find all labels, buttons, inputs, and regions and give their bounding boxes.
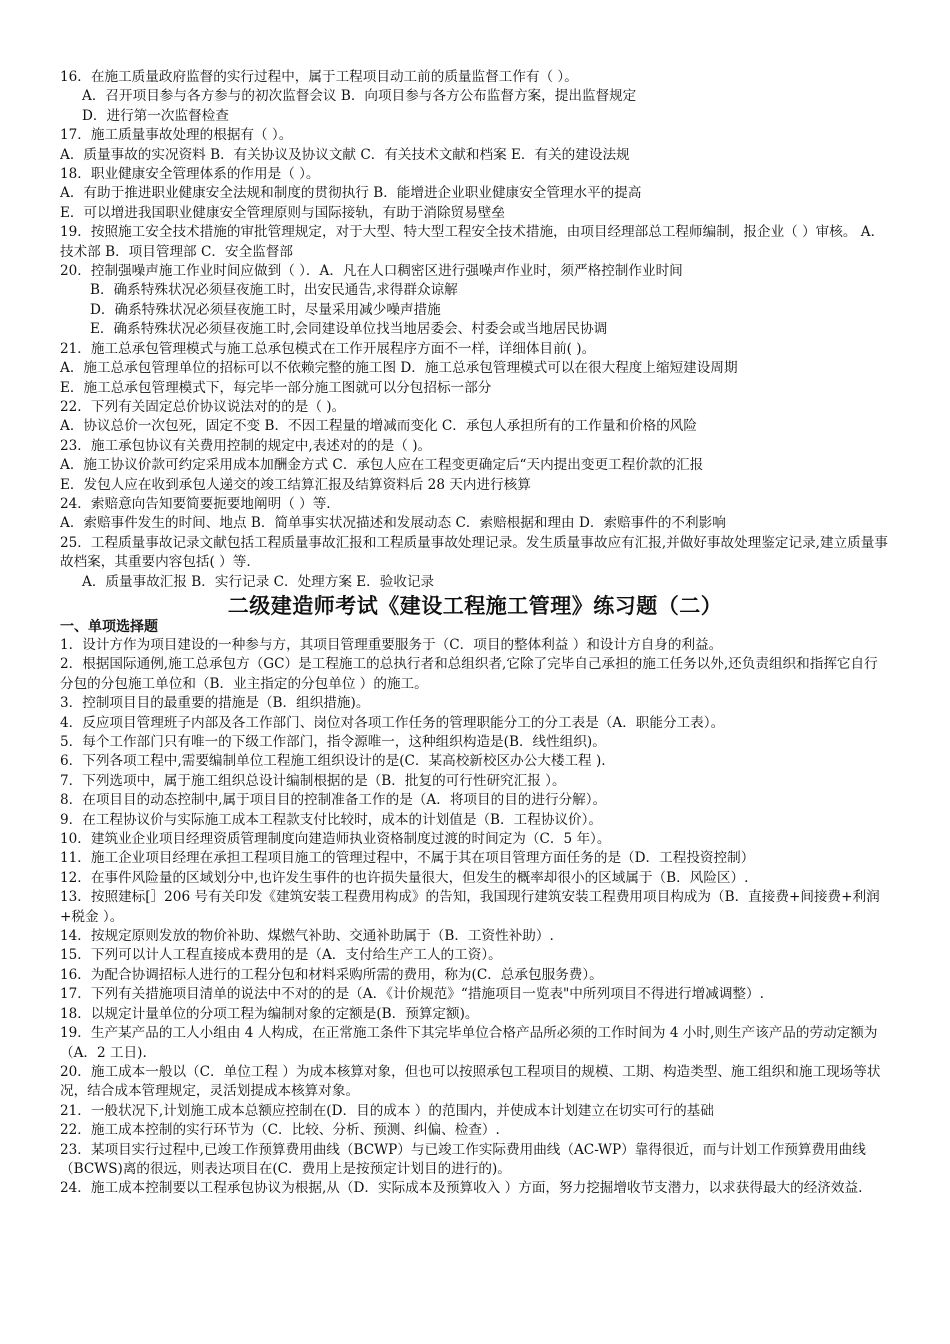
question-line: 9．在工程协议价与实际施工成本工程款支付比较时，成本的计划值是（B．工程协议价）。 [60, 811, 602, 828]
question-line: E．施工总承包管理模式下，每完毕一部分施工图就可以分包招标一部分 [60, 379, 492, 396]
question-line: D．进行第一次监督检查 [82, 107, 229, 124]
practice-questions-part-one [60, 68, 890, 592]
question-line: 15．下列可以计人工程直接成本费用的是（A．支付给生产工人的工资）。 [60, 947, 502, 964]
question-line: 21．施工总承包管理模式与施工总承包模式在工作开展程序方面不一样，详细体目前( )。 [60, 340, 596, 357]
question-line: 6．下列各项工程中,需要编制单位工程施工组织设计的是(C．某高校新校区办公大楼工程 ). [60, 753, 606, 770]
question-line: 18．以规定计量单位的分项工程为编制对象的定额是(B．预算定额)。 [60, 1005, 479, 1022]
question-line: 23．施工承包协议有关费用控制的规定中,表述对的的是（ )。 [60, 437, 432, 454]
question-line: A．协议总价一次包死，固定不变 B．不因工程量的增减而变化 C．承包人承担所有的工作量和价格的风险 [60, 418, 697, 435]
question-line: 12．在事件风险量的区域划分中,也许发生事件的也许损失量很大，但发生的概率却很小的区域属于（B．风险区）. [60, 869, 749, 886]
question-line: E．可以增进我国职业健康安全管理原则与国际接轨，有助于消除贸易壁垒 [60, 204, 505, 221]
question-line: 22．下列有关固定总价协议说法对的的是（ )。 [60, 398, 346, 415]
question-line: 23．某项目实行过程中,已竣工作预算费用曲线（BCWP）与已竣工作实际费用曲线（AC-WP）靠得很近，而与计划工作预算费用曲线（BCWS)离的很远，则表达项目在(C．费用上是按预定计划目的进行的)。 [60, 1141, 866, 1177]
question-line: 25．工程质量事故记录文献包括工程质量事故汇报和工程质量事故处理记录。发生质量事故应有汇报,并做好事故处理鉴定记录,建立质量事故档案，其重要内容包括( ）等. [60, 534, 888, 571]
question-line: A．索赔事件发生的时间、地点 B．简单事实状况描述和发展动态 C．索赔根据和理由 D．索赔事件的不利影响 [60, 515, 726, 532]
question-line: E．发包人应在收到承包人递交的竣工结算汇报及结算资料后 28 天内进行核算 [60, 476, 531, 493]
question-line: 2．根据国际通例,施工总承包方（GC）是工程施工的总执行者和总组织者,它除了完毕自己承担的施工任务以外,还负责组织和指挥它自行分包的分包施工单位和（B．业主指定的分包单位 ）的施工。 [60, 656, 878, 692]
question-line: 21．一般状况下,计划施工成本总额应控制在(D．目的成本 ）的范围内，并使成本计划建立在切实可行的基础 [60, 1102, 714, 1119]
question-line: 8．在项目目的动态控制中,属于项目目的控制准备工作的是（A．将项目的目的进行分解）。 [60, 792, 607, 809]
question-line: A．施工总承包管理单位的招标可以不依赖完整的施工图 D．施工总承包管理模式可以在很大程度上缩短建设周期 [60, 360, 738, 377]
question-line: 7．下列选项中，属于施工组织总设计编制根据的是（B．批复的可行性研究汇报 ）。 [60, 772, 566, 789]
question-line: 24．索赔意向告知要简要扼要地阐明（ ）等. [60, 495, 331, 512]
question-line: 19．按照施工安全技术措施的审批管理规定，对于大型、特大型工程安全技术措施，由项目经理部总工程师编制，报企业（ ）审核。 A．技术部 B．项目管理部 C．安全监督部 [60, 224, 885, 260]
exam-title: 二级建造师考试《建设工程施工管理》练习题（二） [227, 593, 723, 618]
question-line: 1．设计方作为项目建设的一种参与方，其项目管理重要服务于（C．项目的整体利益 ）和设计方自身的利益。 [60, 636, 723, 653]
question-line: 20．控制强噪声施工作业时间应做到（ ）．A．凡在人口稠密区进行强噪声作业时，须严格控制作业时间 [60, 263, 683, 280]
question-line: 20．施工成本一般以（C．单位工程 ）为成本核算对象，但也可以按照承包工程项目的规模、工期、构造类型、施工组织和施工现场等状况，结合成本管理规定，灵活划提成本核算对象。 [60, 1063, 881, 1100]
question-line: 16．为配合协调招标人进行的工程分包和材料采购所需的费用，称为(C．总承包服务费）。 [60, 966, 603, 983]
question-line: 14．按规定原则发放的物价补助、煤燃气补助、交通补助属于（B．工资性补助）. [60, 928, 554, 945]
section-heading: 一、单项选择题 [60, 618, 158, 635]
question-line: A．施工协议价款可约定采用成本加酬金方式 C．承包人应在工程变更确定后“天内提出变更工程价款的汇报 [60, 457, 704, 474]
question-line: 19．生产某产品的工人小组由 4 人构成，在正常施工条件下其完毕单位合格产品所必须的工作时间为 4 小时,则生产该产品的劳动定额为（A．2 工日). [60, 1025, 878, 1061]
question-line: 16．在施工质量政府监督的实行过程中，属于工程项目动工前的质量监督工作有（ ）。 [60, 69, 578, 85]
question-line: 17．下列有关措施项目清单的说法中不对的的是（A．《计价规范》“措施项目一览表"中所列项目不得进行增减调整）. [60, 986, 764, 1003]
question-line: A．召开项目参与各方参与的初次监督会议 B．向项目参与各方公布监督方案，提出监督规定 [82, 88, 637, 105]
question-line: D．确系特殊状况必须昼夜施工时，尽量采用减少噪声措施 [90, 301, 441, 318]
question-line: 22．施工成本控制的实行环节为（C．比较、分析、预测、纠偏、检查）. [60, 1122, 500, 1139]
question-line: 24．施工成本控制要以工程承包协议为根据,从（D．实际成本及预算收入 ）方面，努力挖掘增收节支潜力，以求获得最大的经济效益. [60, 1180, 863, 1197]
question-line: 3．控制项目目的最重要的措施是（B．组织措施)。 [60, 695, 370, 712]
question-line: A．有助于推进职业健康安全法规和制度的贯彻执行 B．能增进企业职业健康安全管理水平的提高 [60, 185, 642, 202]
question-line: 10．建筑业企业项目经理资质管理制度向建造师执业资格制度过渡的时间定为（C．5 年）。 [60, 831, 611, 848]
question-line: 18．职业健康安全管理体系的作用是（ ）。 [60, 166, 320, 183]
question-line: 17．施工质量事故处理的根据有（ ）。 [60, 127, 293, 144]
question-line: E．确系特殊状况必须昼夜施工时,会同建设单位找当地居委会、村委会或当地居民协调 [90, 321, 608, 338]
question-line: A．质量事故的实况资料 B．有关协议及协议文献 C．有关技术文献和档案 E．有关的建设法规 [60, 146, 630, 163]
question-line: B．确系特殊状况必须昼夜施工时，出安民通告,求得群众谅解 [90, 282, 458, 299]
question-line: 11．施工企业项目经理在承担工程项目施工的管理过程中，不属于其在项目管理方面任务的是（D．工程投资控制） [60, 850, 755, 867]
question-line: A．质量事故汇报 B．实行记录 C．处理方案 E．验收记录 [82, 573, 435, 590]
question-line: 5．每个工作部门只有唯一的下级工作部门，指令源唯一，这种组织构造是(B．线性组织)。 [60, 734, 606, 750]
single-choice-questions [60, 636, 890, 1199]
question-line: 4．反应项目管理班子内部及各工作部门、岗位对各项工作任务的管理职能分工的分工表是（A．职能分工表）。 [60, 714, 725, 731]
question-line: 13．按照建标[］206 号有关印发《建筑安装工程费用构成》的告知，我国现行建筑安装工程费用项目构成为（B．直接费+间接费+利润+税金 ）。 [60, 889, 880, 925]
